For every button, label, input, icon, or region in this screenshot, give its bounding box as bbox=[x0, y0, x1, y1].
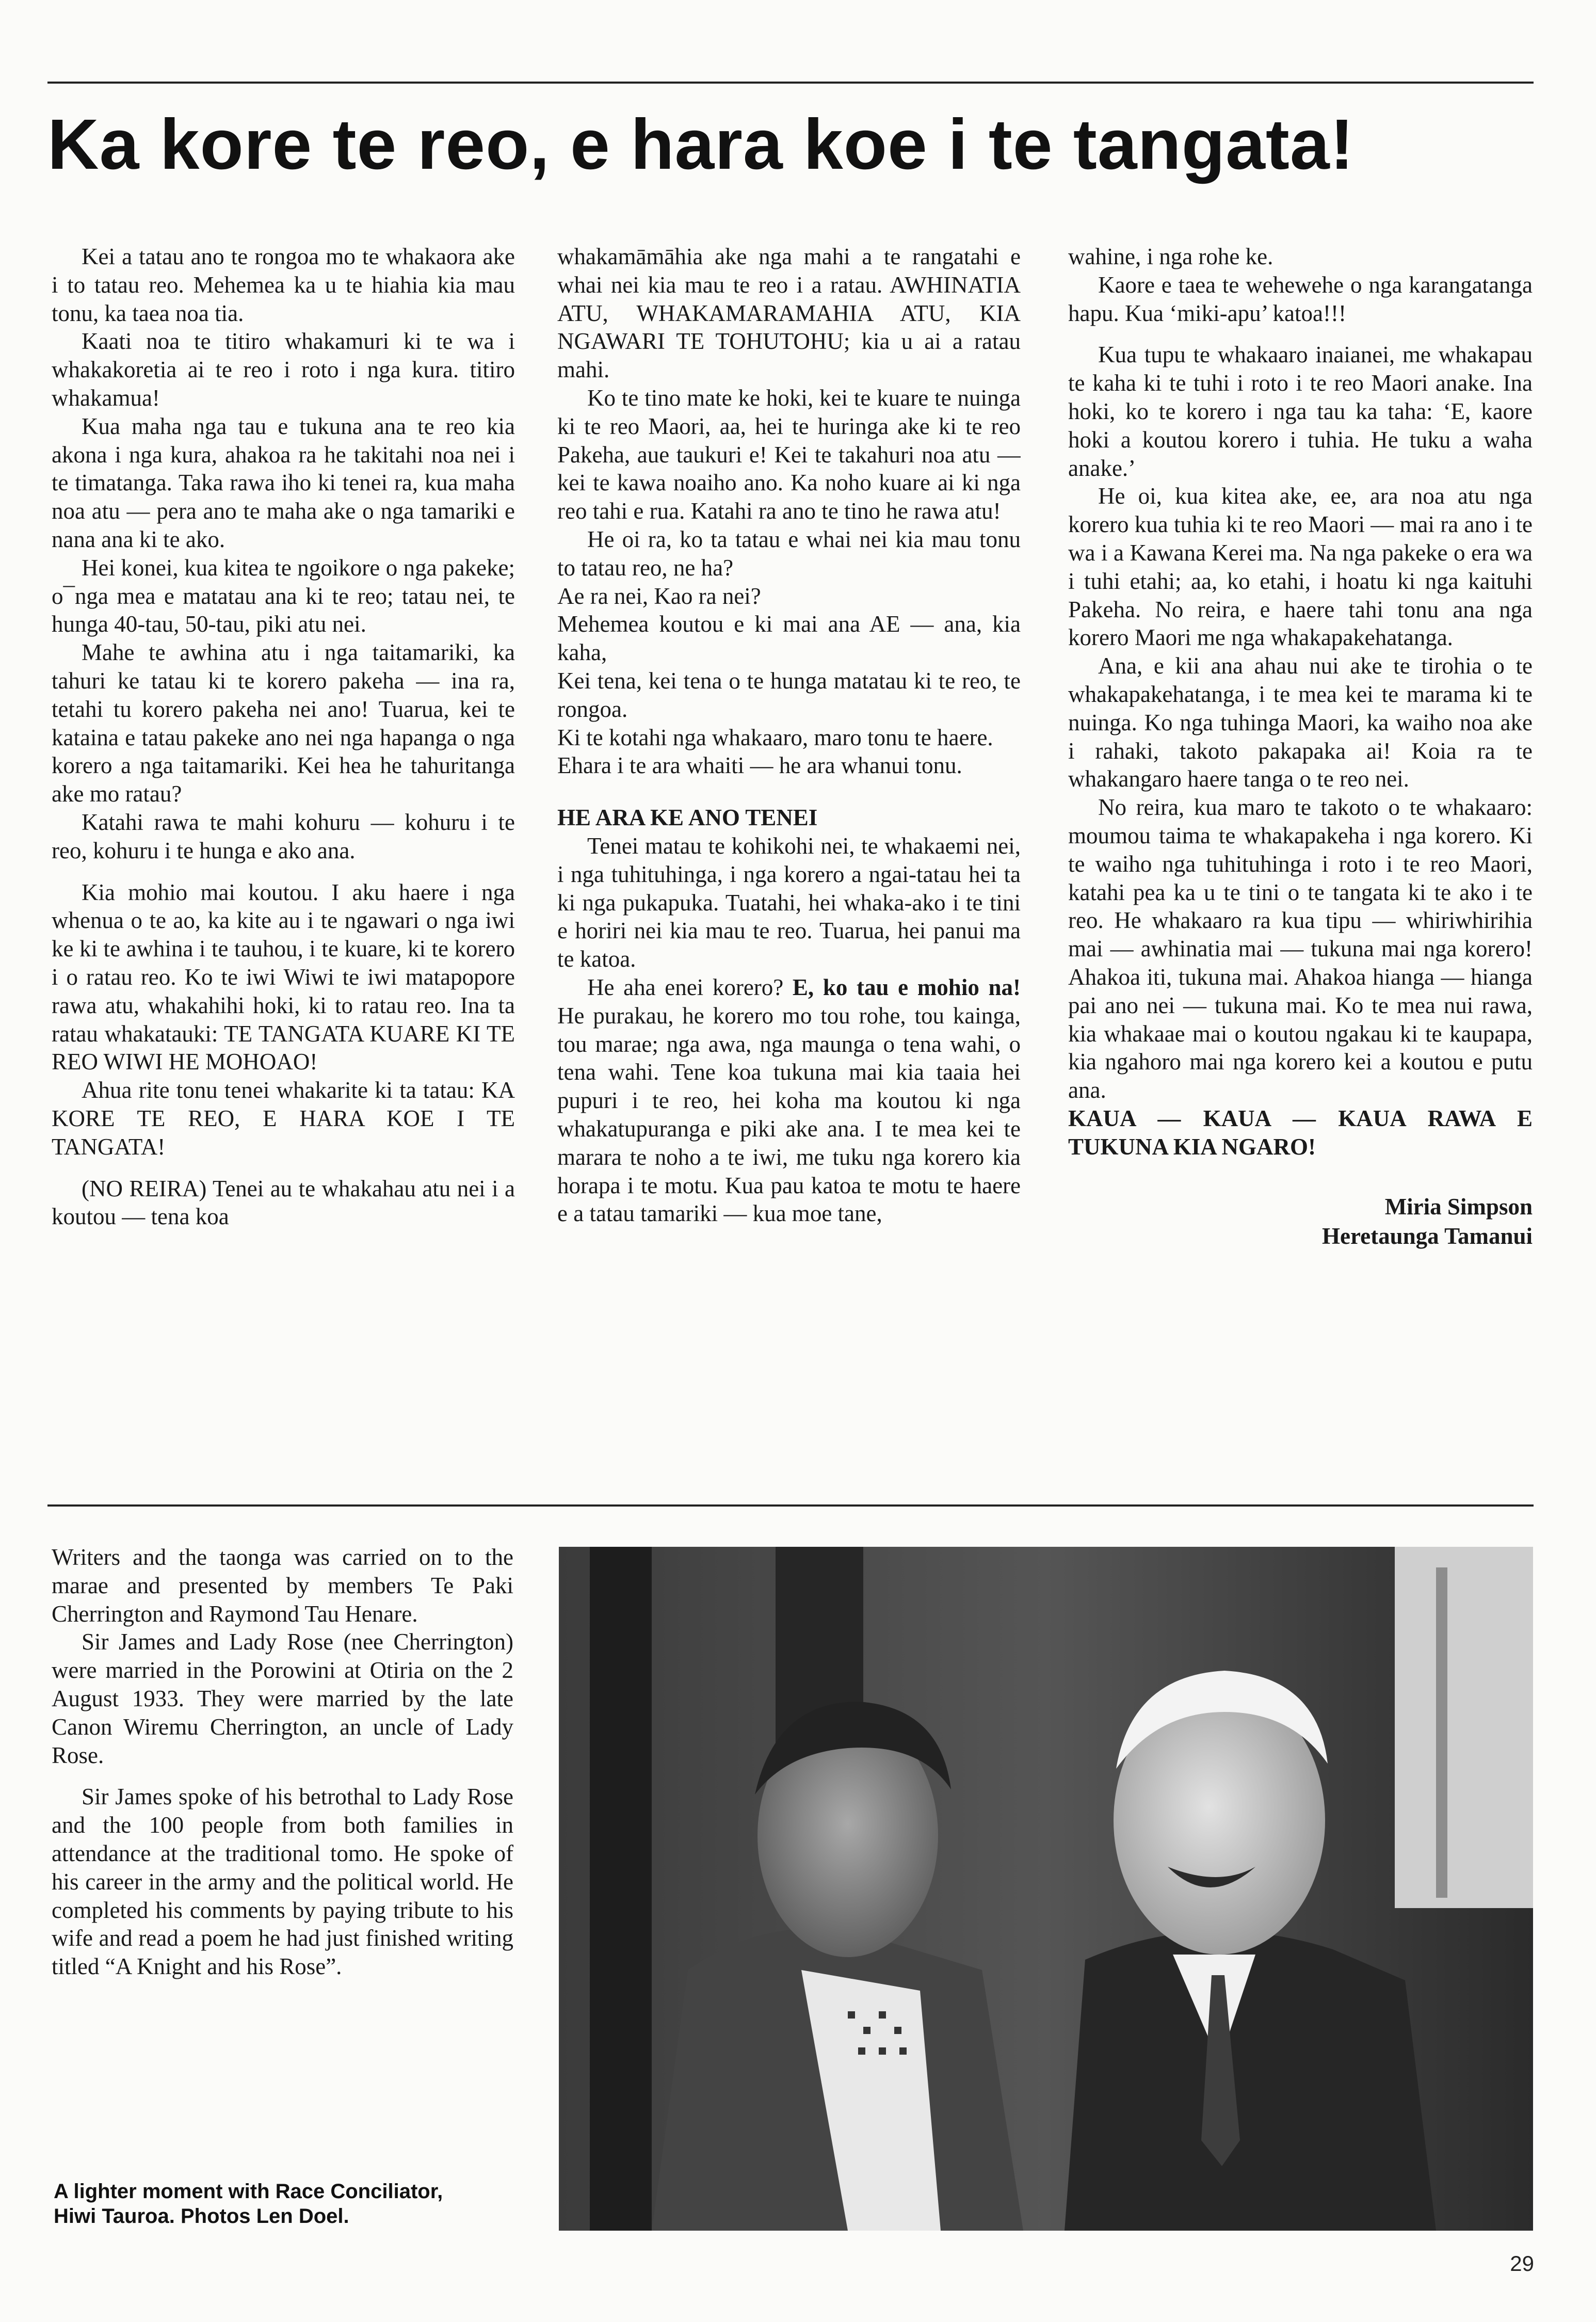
photo-caption bbox=[54, 2179, 528, 2229]
paragraph: Tenei matau te kohikohi nei, te whakaemi nei, i nga tuhituhinga, i nga korero a ngai-tatau hei ta ki nga pukapuka. Tuatahi, hei whaka-ako i te tini e horiri nei kia mau te reo. Tuarua, hei panui ma te katoa. bbox=[557, 832, 1021, 972]
paragraph: Ahua rite tonu tenei whakarite ki ta tatau: KA KORE TE REO, E HARA KOE I TE TANGATA! bbox=[52, 1077, 515, 1160]
paragraph: Ko te tino mate ke hoki, kei te kuare te nuinga ki te reo Maori, aa, hei te huringa ake ki te reo Pakeha, aue taukuri e! Kei te takahuri noa atu — kei te kawa noaiho ano. Ka noho kuare ai ki nga reo tahi e rua. Katahi ra ano te tino he rawa atu! bbox=[557, 385, 1021, 524]
paragraph: Mahe te awhina atu i nga taitamariki, ka tahuri ke tatau ki te korero pakeha — ina ra, tetahi tu korero pakeha nei ano! Tuarua, kei te kataina e tatau pakeke ano nei nga hapanga o nga korero a nga taitamariki. Kei hea he tahuritanga ake mo ratau? bbox=[52, 639, 515, 807]
paragraph: Kua maha nga tau e tukuna ana te reo kia akona i nga kura, ahakoa ra he takitahi noa nei i te timatanga. Taka rawa iho ki tenei ra, kua maha noa atu — pera ano te maha ake o nga tamariki e nana ana ki te ako. bbox=[52, 413, 515, 552]
author-name: Miria Simpson bbox=[1384, 1193, 1533, 1220]
paragraph: whakamāmāhia ake nga mahi a te rangatahi e whai nei kia mau te reo i a ratau. AWHINATIA ATU, WHAKAMARAMAHIA ATU, KIA NGAWARI TE TOHUTOHU; kia u ai a ratau mahi. bbox=[557, 244, 1021, 383]
paragraph: Kei a tatau ano te rongoa mo te whakaora ake i to tatau reo. Mehemea ka u te hiahia kia mau tonu, ka taea noa tia. bbox=[52, 244, 515, 326]
emph-bold: E, ko tau e mohio na! bbox=[792, 974, 1021, 1000]
emph-post: He purakau, he korero mo tou rohe, tou kainga, tou marae; nga awa, nga maunga o tena wahi, o tena wahi. Tene koa tukuna mai kia taaia hei pupuri i te reo, hei koha ma koutou ki nga whakatupuranga e piki ake ana. I te mea kei te marara te noho a te iwi, me tuku nga korero kia horapa i te motu. Kua pau katoa te motu te haere e a tatau tamariki — kua moe tane, bbox=[557, 1002, 1021, 1227]
paragraph: wahine, i nga rohe ke. bbox=[1068, 244, 1273, 269]
caption-line: A lighter moment with Race Conciliator, bbox=[54, 2180, 443, 2203]
paragraph bbox=[557, 973, 1021, 1228]
window-frame bbox=[1436, 1567, 1447, 1898]
paragraph: Ki te kotahi nga whakaaro, maro tonu te haere. bbox=[557, 724, 993, 750]
paragraph: Kia mohio mai koutou. I aku haere i nga whenua o te ao, ka kite au i te ngawari o nga iwi ke ki te awhina i te tauhou, i te kuare, ki te korero i o ratau reo. Ko te iwi Wiwi te iwi matapopore rawa atu, whakahihi hoki, ki to ratau reo. Ina ta ratau whakatauki: TE TANGATA KUARE KI TE REO WIWI HE MOHOAO! bbox=[52, 879, 515, 1075]
headline: Ka kore te reo, e hara koe i te tangata! bbox=[47, 105, 1355, 184]
paragraph: Writers and the taonga was carried on to the marae and presented by members Te Paki Cherrington and Raymond Tau Henare. bbox=[52, 1544, 513, 1627]
closing-line: KAUA — KAUA — KAUA RAWA E TUKUNA KIA NGARO! bbox=[1068, 1105, 1533, 1160]
lower-article-column bbox=[52, 1543, 513, 2111]
paragraph: Kaore e taea te wehewehe o nga karangatanga hapu. Kua ‘miki-apu’ katoa!!! bbox=[1068, 271, 1533, 326]
caption-line: Hiwi Tauroa. Photos Len Doel. bbox=[54, 2205, 349, 2228]
paragraph: Sir James spoke of his betrothal to Lady Rose and the 100 people from both families in attendance at the traditional tomo. He spoke of his career in the army and the political world. He completed his comments by paying tribute to his wife and read a poem he had just finished writing titled “A Knight and his Rose”. bbox=[52, 1784, 513, 1980]
paragraph: He oi ra, ko ta tatau e whai nei kia mau tonu to tatau reo, ne ha? bbox=[557, 526, 1021, 581]
window-light bbox=[1395, 1547, 1533, 1908]
paragraph: (NO REIRA) Tenei au te whakahau atu nei i a koutou — tena koa bbox=[52, 1175, 515, 1230]
paragraph: Sir James and Lady Rose (nee Cherrington) were married in the Porowini at Otiria on the 2 August 1933. They were married by the late Canon Wiremu Cherrington, an uncle of Lady Rose. bbox=[52, 1629, 513, 1768]
paragraph: Ae ra nei, Kao ra nei? bbox=[557, 583, 761, 609]
paragraph: Mehemea koutou e ki mai ana AE — ana, kia kaha, bbox=[557, 611, 1021, 666]
paragraph: He oi, kua kitea ake, ee, ara noa atu nga korero kua tuhia ki te reo Maori — mai ra ano i te wa i a Kawana Kerei ma. Na nga pakeke o era wa i tuhi etahi; aa, ko etahi, i hoatu ki nga kaituhi Pakeha. No reira, e haere tahi tonu ana nga korero Maori me nga whakapakehatanga. bbox=[1068, 483, 1533, 651]
subheading: HE ARA KE ANO TENEI bbox=[557, 805, 818, 831]
paragraph: Ana, e kii ana ahau nui ake te tirohia o te whakapakehatanga, i te mea kei te marama ki te nuinga. Ko nga tuhinga Maori, ka waiho noa ake i rahaki, takoto pakapaka ai! Koia ra te whakangaro haere tanga o te reo nei. bbox=[1068, 653, 1533, 792]
signature bbox=[1068, 1192, 1533, 1251]
author-place: Heretaunga Tamanui bbox=[1321, 1223, 1533, 1249]
top-rule bbox=[47, 82, 1534, 84]
paragraph: Hei konei, kua kitea te ngoikore o nga pakeke; o¯nga mea e matatau ana ki te reo; tatau nei, te hunga 40-tau, 50-tau, piki atu nei. bbox=[52, 554, 515, 637]
carved-post bbox=[590, 1547, 652, 2231]
paragraph: No reira, kua maro te takoto o te whakaaro: moumou taima te whakapakeha i nga korero. Ki te waiho nga tuhituhinga i roto i te reo Maori, katahi pea ka u te tini o te tangata ki te ako i te reo. He whakaaro ra kua tipu — whiriwhirihia mai — awhinatia mai — tukuna mai nga korero! Ahakoa iti, tukuna mai. Ahakoa hianga — hianga pai ano nei — tukuna mai. Ko te mea nui rawa, kia whakaae mai o koutou ngakau ki te kaupapa, kia ngahoro mai nga korero kei a koutou e putu ana. bbox=[1068, 794, 1533, 1103]
article-column-1 bbox=[52, 243, 515, 1481]
section-rule bbox=[47, 1504, 1534, 1507]
photo bbox=[559, 1547, 1533, 2231]
emph-pre: He aha enei korero? bbox=[587, 974, 793, 1000]
paragraph: Katahi rawa te mahi kohuru — kohuru i te reo, kohuru i te hunga e ako ana. bbox=[52, 809, 515, 863]
photo-illustration bbox=[559, 1547, 1533, 2231]
person-right-suit bbox=[1065, 1931, 1436, 2231]
paragraph: Kaati noa te titiro whakamuri ki te wa i whakakoretia ai te reo i roto i nga kura. titiro whakamua! bbox=[52, 328, 515, 411]
article-column-3 bbox=[1068, 243, 1533, 1481]
article-column-2 bbox=[557, 243, 1021, 1481]
paragraph: Kei tena, kei tena o te hunga matatau ki te reo, te rongoa. bbox=[557, 667, 1021, 722]
page-number: 29 bbox=[1510, 2251, 1534, 2276]
paragraph: Kua tupu te whakaaro inaianei, me whakapau te kaha ki te tuhi i roto i te reo Maori anake. Ina hoki, ko te korero i nga tau ka taha: ‘E, kaore hoki a koutou korero i tuhia. He tuku a waha anake.’ bbox=[1068, 342, 1533, 481]
paragraph: Ehara i te ara whaiti — he ara whanui tonu. bbox=[557, 752, 962, 779]
